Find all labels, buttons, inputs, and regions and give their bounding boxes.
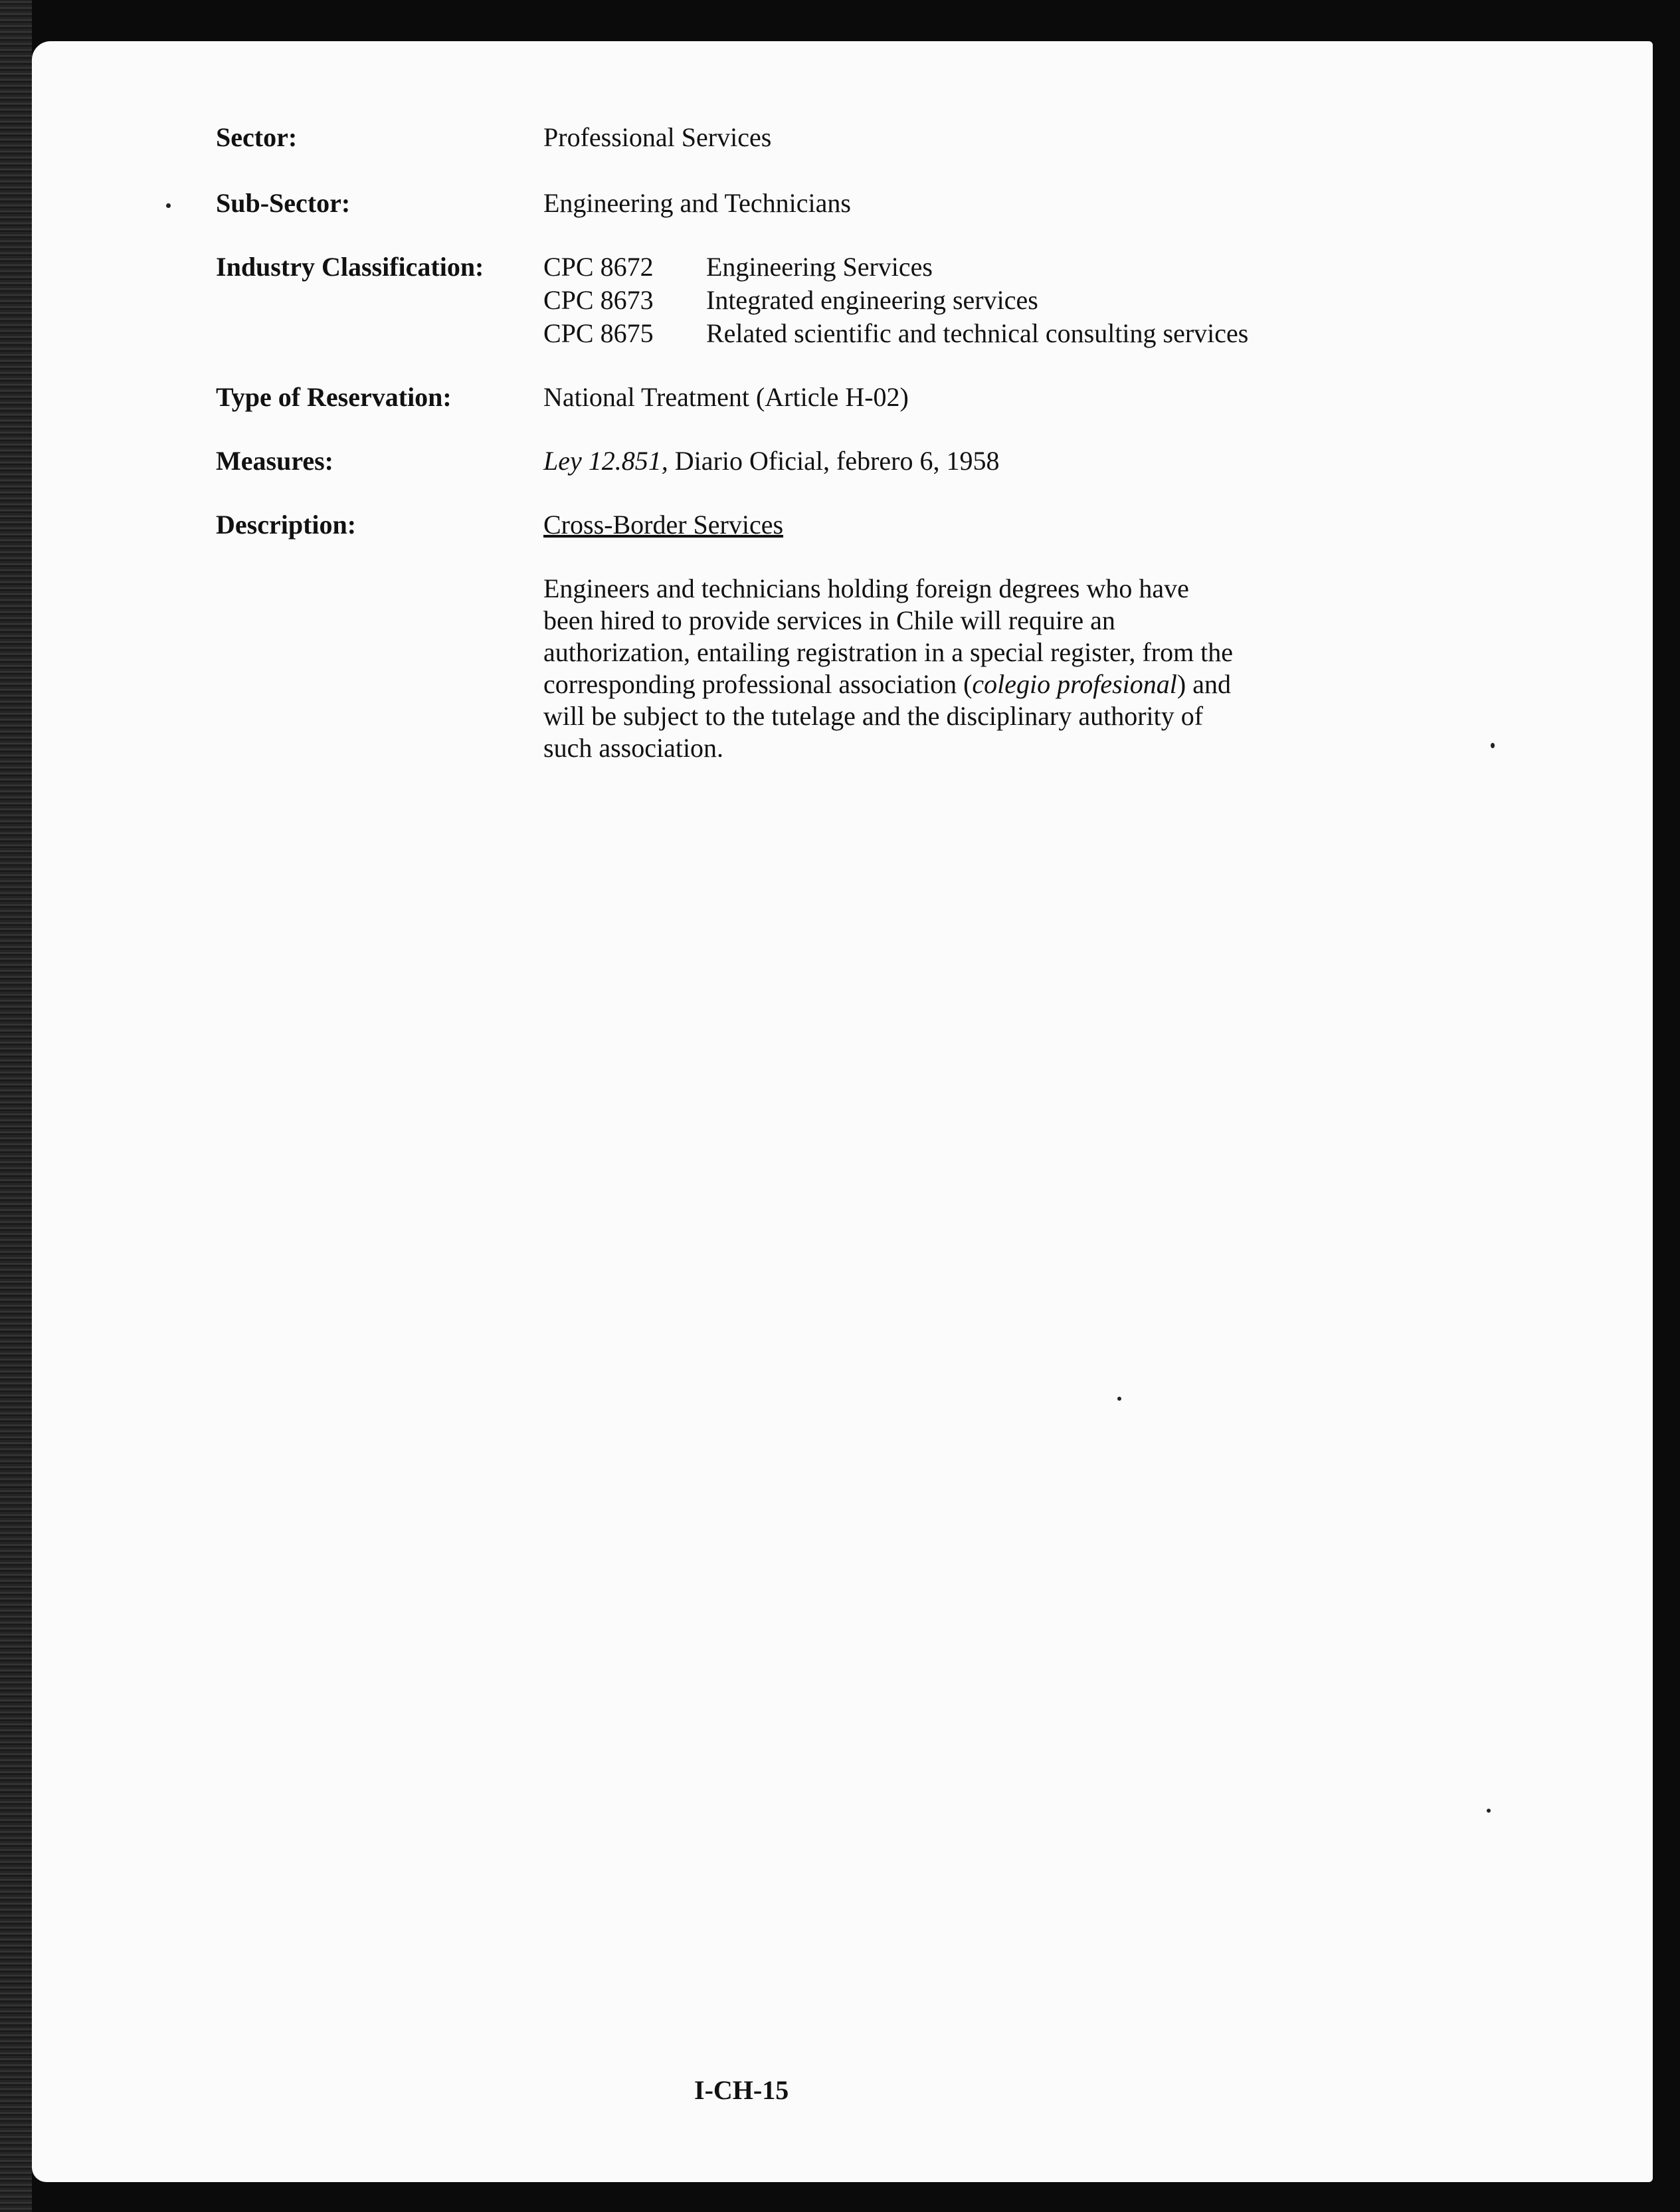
paragraph-line: will be subject to the tutelage and the disciplinary authority of: [543, 701, 1204, 731]
sector-value: Professional Services: [543, 122, 772, 152]
document-page: [32, 41, 1653, 2182]
paragraph-italic-term: colegio profesional: [972, 669, 1177, 699]
classification-row: [543, 284, 1038, 316]
scan-speck: [166, 203, 171, 208]
measures-label: Measures:: [216, 446, 333, 476]
cpc-code: CPC 8675: [543, 318, 654, 348]
description-label: Description:: [216, 510, 357, 540]
scan-speck: [1487, 1809, 1491, 1813]
paragraph-line: been hired to provide services in Chile will require an: [543, 605, 1115, 635]
paragraph-text: ) and: [1176, 669, 1231, 699]
industry-classification-label: Industry Classification:: [216, 252, 484, 282]
sub-sector-value: Engineering and Technicians: [543, 188, 851, 218]
classification-row: [543, 318, 1248, 350]
scan-speck: [1117, 1397, 1121, 1401]
measures-law-reference: Ley 12.851,: [543, 446, 668, 476]
paragraph-line: authorization, entailing registration in a special register, from the: [543, 637, 1234, 667]
scan-left-edge: [0, 0, 32, 2212]
paragraph-text: corresponding professional association (: [543, 669, 973, 699]
page-number: I-CH-15: [694, 2075, 789, 2105]
sub-sector-label: Sub-Sector:: [216, 188, 351, 218]
classification-row: [543, 251, 933, 283]
description-paragraph: [543, 573, 1287, 764]
measures-value: [543, 445, 999, 477]
description-heading: Cross-Border Services: [543, 510, 784, 540]
type-of-reservation-label: Type of Reservation:: [216, 382, 452, 412]
type-of-reservation-value: National Treatment (Article H-02): [543, 382, 909, 412]
scan-speck: [1491, 743, 1495, 748]
measures-publication: Diario Oficial, febrero 6, 1958: [668, 446, 1000, 476]
paragraph-line: [543, 668, 1287, 700]
sector-label: Sector:: [216, 122, 298, 152]
paragraph-line: such association.: [543, 733, 724, 763]
cpc-name: Integrated engineering services: [706, 285, 1038, 315]
cpc-name: Engineering Services: [706, 252, 933, 282]
cpc-name: Related scientific and technical consulting services: [706, 318, 1249, 348]
cpc-code: CPC 8673: [543, 285, 654, 315]
paragraph-line: Engineers and technicians holding foreign degrees who have: [543, 573, 1189, 603]
cpc-code: CPC 8672: [543, 252, 654, 282]
